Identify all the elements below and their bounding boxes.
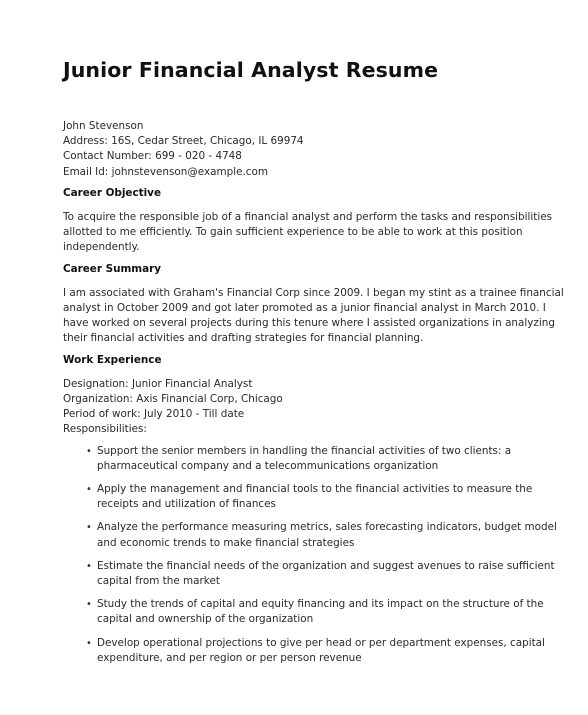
list-item	[86, 482, 533, 512]
bullet-icon: •	[86, 484, 92, 496]
list-item	[86, 636, 545, 666]
career-summary-text	[63, 286, 564, 347]
list-item	[86, 520, 557, 550]
list-item	[86, 559, 555, 589]
contact-address: Address: 16S, Cedar Street, Chicago, IL 69974	[63, 135, 304, 148]
list-item-line: expenditure, and per region or per person revenue	[97, 651, 362, 664]
list-item-line: Develop operational projections to give per head or per department expenses, capital	[97, 636, 545, 649]
career-objective-section	[63, 186, 553, 256]
career-objective-text	[63, 210, 553, 256]
list-item-line: Support the senior members in handling the financial activities of two clients: a	[97, 444, 512, 457]
responsibilities-label: Responsibilities:	[63, 423, 147, 436]
paragraph-line: independently.	[63, 241, 140, 254]
list-item-line: Estimate the financial needs of the organization and suggest avenues to raise sufficient	[97, 559, 555, 572]
list-item-line: Analyze the performance measuring metrics, sales forecasting indicators, budget model	[97, 521, 557, 534]
bullet-icon: •	[86, 522, 92, 534]
paragraph-line: analyst in October 2009 and got later promoted as a junior financial analyst in March 2010. I	[63, 302, 546, 315]
career-summary-section	[63, 262, 564, 347]
list-item	[86, 597, 544, 627]
bullet-icon: •	[86, 637, 92, 649]
designation-line: Designation: Junior Financial Analyst	[63, 377, 253, 390]
resume-title: Junior Financial Analyst Resume	[63, 58, 439, 82]
contact-block	[63, 119, 533, 180]
work-experience-section	[63, 353, 557, 666]
list-item-line: capital from the market	[97, 575, 220, 588]
bullet-icon: •	[86, 599, 92, 611]
work-experience-heading: Work Experience	[63, 353, 162, 366]
list-item-line: Apply the management and financial tools to the financial activities to measure the	[97, 483, 533, 496]
career-summary-heading: Career Summary	[63, 262, 162, 275]
period-line: Period of work: July 2010 - Till date	[63, 408, 245, 421]
responsibilities-list	[63, 444, 557, 666]
bullet-icon: •	[86, 445, 92, 457]
list-item	[86, 444, 533, 474]
resume-content	[63, 119, 564, 674]
paragraph-line: their financial activities and drafting strategies for financial planning.	[63, 332, 424, 345]
contact-name: John Stevenson	[63, 120, 144, 132]
list-item-line: capital and ownership of the organization	[97, 613, 314, 626]
contact-phone: Contact Number: 699 - 020 - 4748	[63, 150, 242, 163]
list-item-line: and economic trends to make financial strategies	[97, 536, 355, 549]
list-item-line: receipts and utilization of finances	[97, 498, 276, 511]
paragraph-line: allotted to me efficiently. To gain sufficient experience to be able to work at this position	[63, 226, 523, 239]
organization-line: Organization: Axis Financial Corp, Chicago	[63, 393, 283, 406]
paragraph-line: have worked on several projects during this tenure where I assisted organizations in analyzing	[63, 317, 555, 330]
career-objective-heading: Career Objective	[63, 186, 161, 199]
contact-email: Email Id: johnstevenson@example.com	[63, 165, 268, 178]
paragraph-line: To acquire the responsible job of a financial analyst and perform the tasks and responsibilities	[63, 211, 553, 224]
list-item-line: Study the trends of capital and equity financing and its impact on the structure of the	[97, 598, 544, 611]
list-item-line: pharmaceutical company and a telecommunications organization	[97, 459, 439, 472]
bullet-icon: •	[86, 560, 92, 572]
paragraph-line: I am associated with Graham's Financial Corp since 2009. I began my stint as a trainee financial	[63, 286, 564, 299]
